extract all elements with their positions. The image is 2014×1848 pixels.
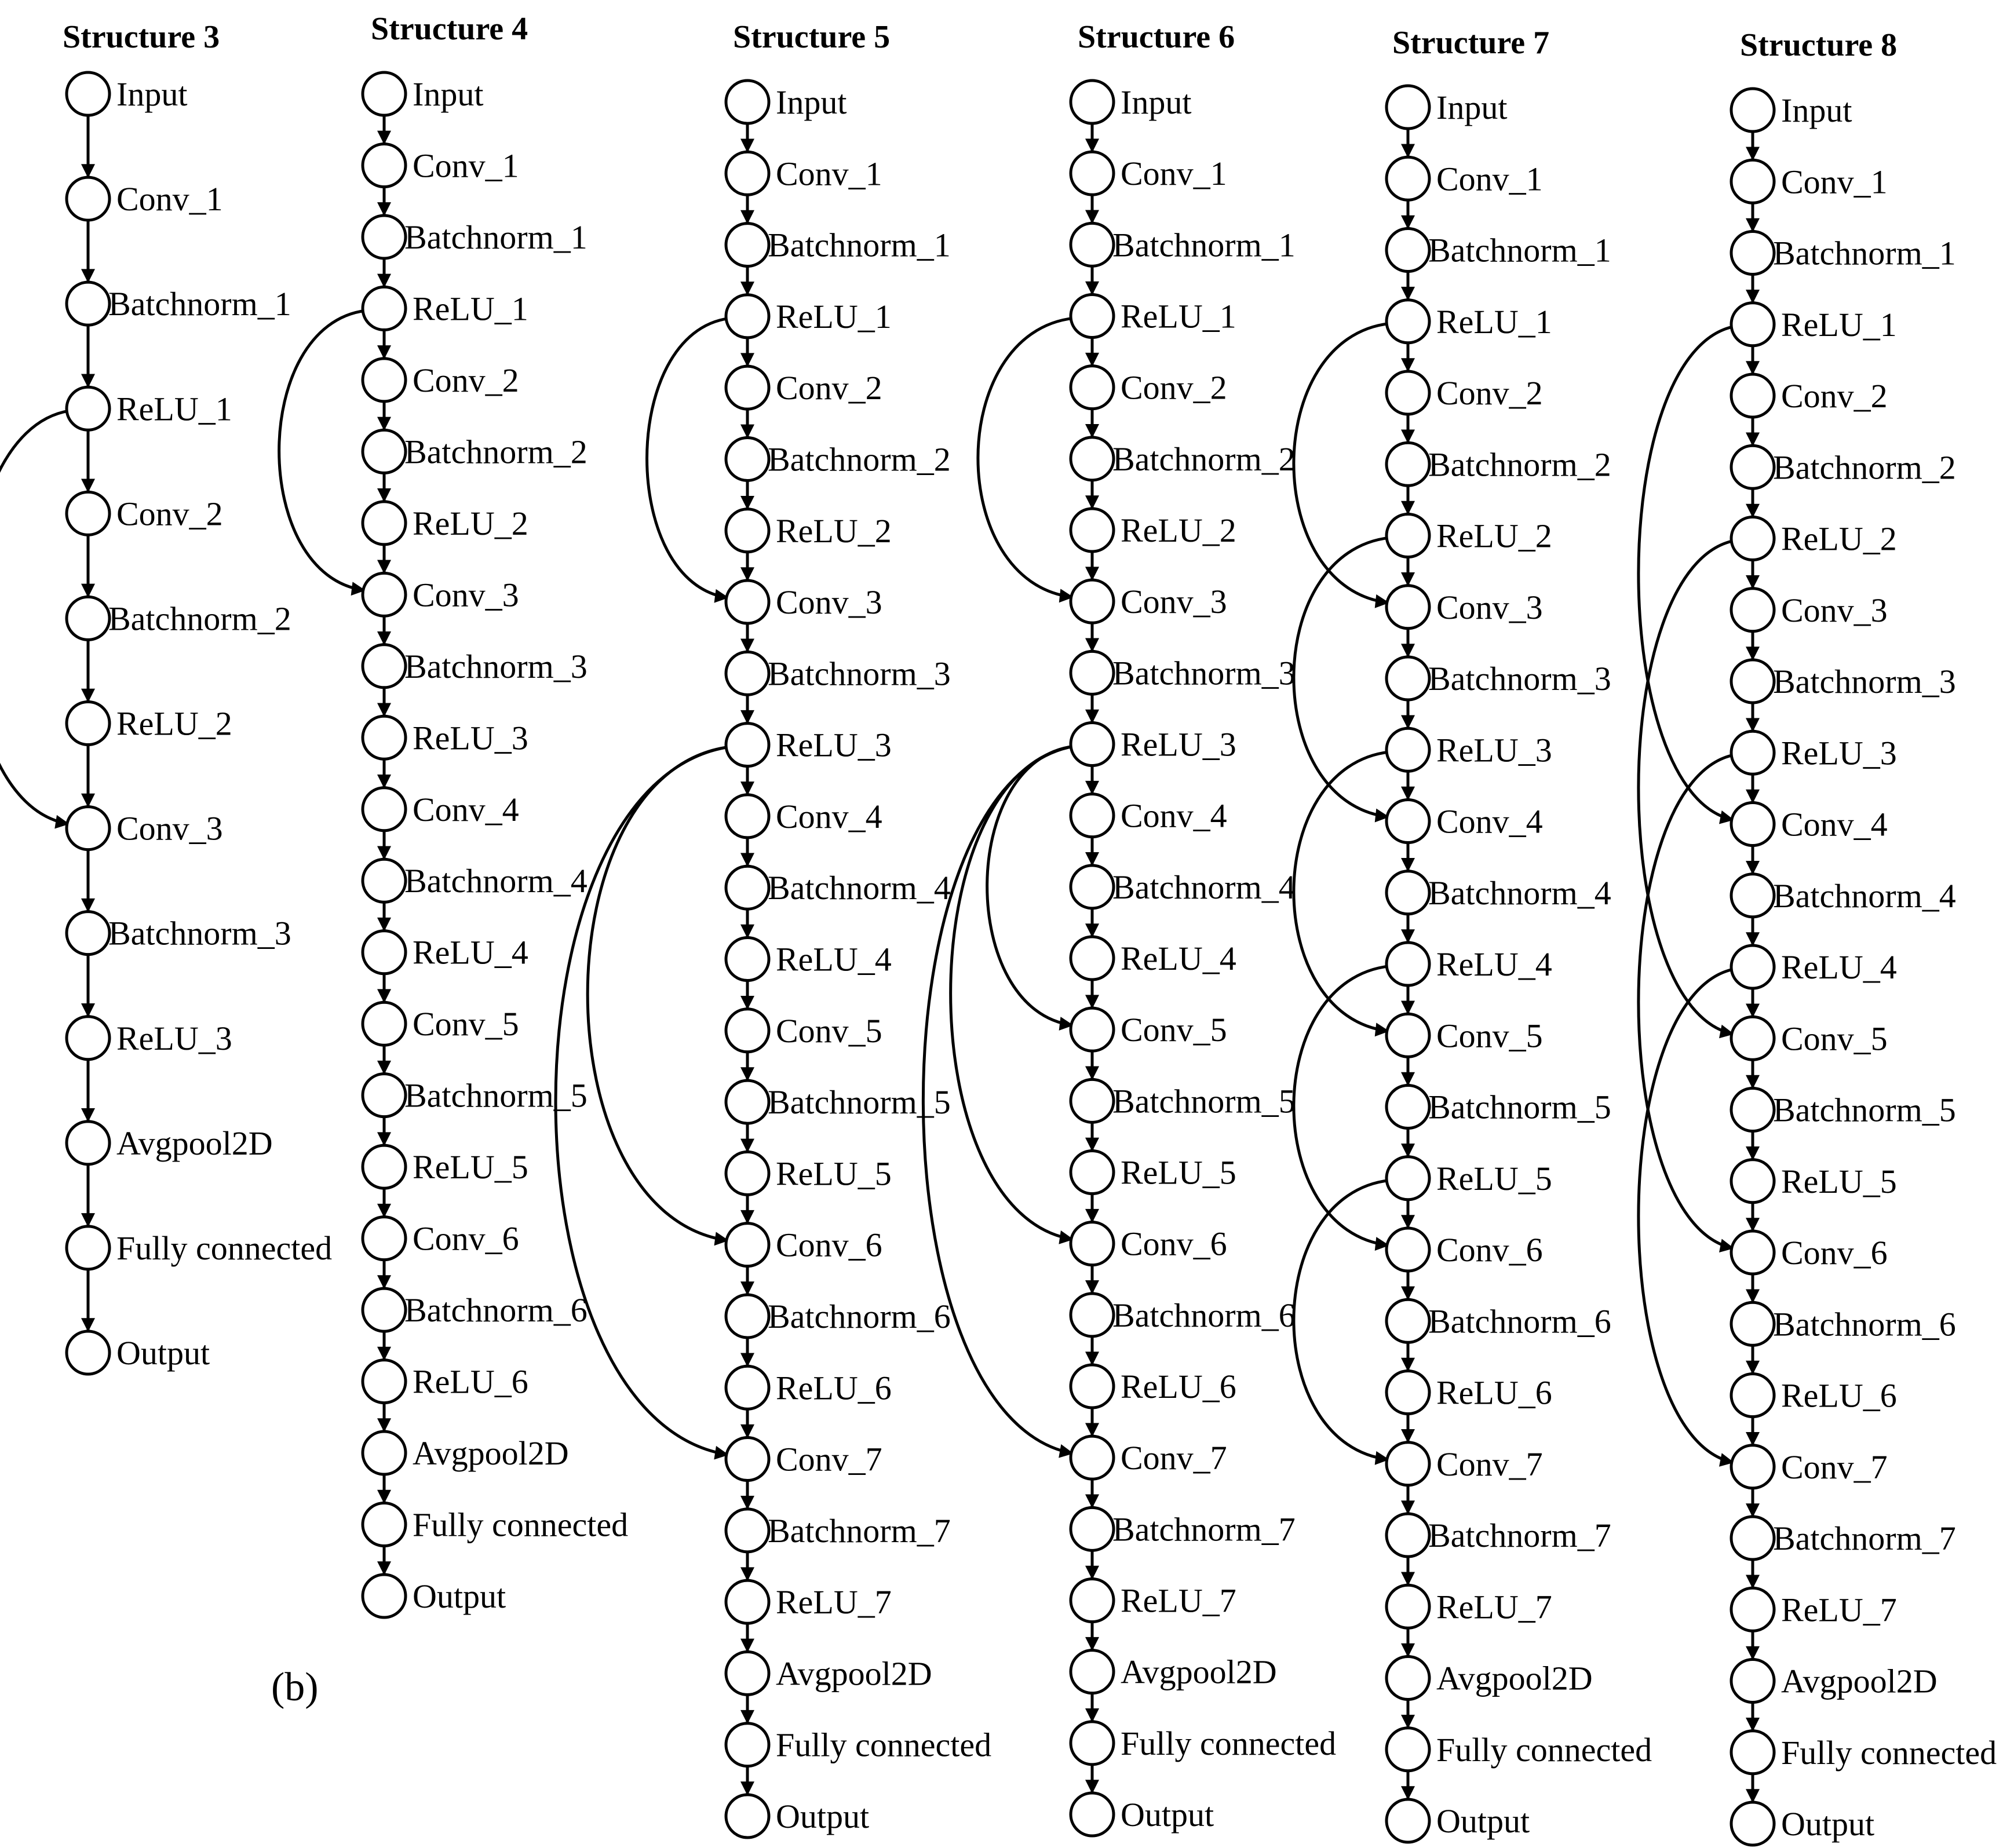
node-label: Batchnorm_3 [404, 647, 588, 685]
node-label: Conv_1 [1781, 163, 1888, 201]
node-label: Input [1121, 83, 1192, 121]
structure-6-diagram [923, 19, 1336, 1836]
node-label: Input [413, 75, 484, 113]
node-label: Conv_7 [776, 1440, 882, 1478]
node-circle [363, 359, 406, 401]
node-label: Batchnorm_2 [108, 600, 291, 638]
node-circle [1731, 1588, 1774, 1631]
node-circle [363, 1074, 406, 1117]
node-circle [363, 573, 406, 616]
node-label: Conv_1 [1436, 160, 1543, 198]
node-label: ReLU_5 [1121, 1153, 1236, 1192]
node-circle [1387, 1157, 1429, 1200]
node-circle [1731, 945, 1774, 988]
node-label: ReLU_2 [413, 504, 528, 542]
node-circle [1387, 229, 1429, 272]
node-label: ReLU_7 [776, 1583, 892, 1621]
node-circle [1387, 1799, 1429, 1842]
node-label: Conv_7 [1781, 1448, 1888, 1486]
node-circle [67, 597, 110, 640]
node-label: Conv_2 [776, 369, 882, 407]
node-label: Conv_3 [1781, 591, 1888, 629]
node-circle [363, 144, 406, 187]
node-circle [1071, 1436, 1114, 1479]
node-circle [1071, 509, 1114, 552]
node-circle [363, 1002, 406, 1045]
node-circle [1731, 89, 1774, 132]
node-label: Batchnorm_6 [1773, 1305, 1956, 1343]
node-label: Fully connected [413, 1506, 629, 1544]
node-label: Batchnorm_4 [1428, 874, 1611, 912]
structure-4-diagram [279, 11, 628, 1617]
node-circle [1731, 374, 1774, 417]
node-label: ReLU_1 [1436, 302, 1552, 341]
node-circle [1071, 1365, 1114, 1408]
skip-connection-edge [0, 411, 70, 824]
node-label: Batchnorm_2 [1112, 440, 1296, 478]
structure-title: Structure 4 [371, 11, 528, 47]
structure-7-diagram [1294, 25, 1652, 1842]
node-circle [67, 1331, 110, 1374]
node-circle [1731, 1302, 1774, 1345]
skip-connection-edge [978, 318, 1074, 597]
node-label: Batchnorm_5 [768, 1083, 951, 1122]
structures-layer [0, 11, 1997, 1845]
node-circle [363, 1360, 406, 1403]
node-label: Conv_4 [1436, 802, 1543, 841]
node-label: ReLU_2 [776, 512, 892, 550]
node-label: Conv_1 [413, 147, 519, 185]
node-circle [726, 1723, 769, 1766]
node-label: Conv_1 [776, 155, 882, 193]
node-circle [1387, 371, 1429, 414]
node-circle [1071, 1008, 1114, 1051]
node-circle [1071, 1650, 1114, 1693]
node-circle [67, 702, 110, 745]
node-circle [363, 1145, 406, 1188]
node-label: Batchnorm_6 [404, 1291, 588, 1330]
node-circle [1387, 1728, 1429, 1771]
node-circle [1731, 589, 1774, 631]
node-label: Conv_5 [776, 1011, 882, 1050]
node-label: Conv_2 [116, 495, 223, 533]
node-circle [1731, 1731, 1774, 1774]
node-circle [1387, 728, 1429, 771]
node-label: Input [1781, 92, 1852, 129]
node-label: Batchnorm_7 [768, 1511, 951, 1550]
skip-connection-edge [1294, 966, 1390, 1246]
node-label: Conv_5 [1436, 1017, 1543, 1055]
skip-connection-edge [588, 747, 729, 1240]
node-circle [1071, 1294, 1114, 1336]
node-circle [1071, 366, 1114, 409]
node-circle [1731, 303, 1774, 346]
node-label: Conv_1 [116, 180, 223, 218]
node-label: ReLU_4 [1436, 945, 1552, 983]
structure-5-diagram [556, 19, 991, 1838]
node-label: Batchnorm_1 [768, 226, 951, 264]
node-label: Batchnorm_2 [1428, 445, 1611, 484]
node-label: Batchnorm_2 [768, 440, 951, 479]
node-circle [726, 295, 769, 338]
node-label: Input [116, 75, 188, 113]
node-circle [1071, 937, 1114, 980]
node-circle [1731, 731, 1774, 774]
node-label: Output [1781, 1805, 1875, 1843]
node-circle [363, 1431, 406, 1474]
node-label: Avgpool2D [413, 1434, 569, 1473]
node-circle [1731, 803, 1774, 846]
node-circle [1387, 1299, 1429, 1342]
node-label: Fully connected [1121, 1724, 1337, 1762]
node-label: Output [116, 1334, 210, 1372]
panel-label: (b) [271, 1665, 319, 1710]
node-label: ReLU_3 [413, 719, 528, 757]
node-label: Conv_2 [413, 361, 519, 399]
node-circle [67, 387, 110, 430]
node-circle [1071, 1722, 1114, 1765]
node-label: Fully connected [776, 1726, 992, 1764]
node-label: Conv_3 [1436, 588, 1543, 626]
node-circle [1387, 1514, 1429, 1557]
node-circle [1387, 871, 1429, 914]
structure-3-diagram [0, 19, 332, 1374]
node-circle [1731, 1017, 1774, 1060]
skip-connection-edge [1294, 538, 1390, 817]
node-label: Fully connected [1781, 1733, 1997, 1772]
node-label: Fully connected [1436, 1730, 1652, 1769]
node-circle [726, 652, 769, 695]
node-circle [1731, 1445, 1774, 1488]
node-circle [363, 216, 406, 258]
node-circle [363, 931, 406, 974]
node-label: Conv_2 [1436, 374, 1543, 412]
node-circle [1071, 865, 1114, 908]
node-label: ReLU_2 [1121, 512, 1236, 549]
node-label: Avgpool2D [1121, 1653, 1277, 1691]
node-label: Conv_2 [1781, 377, 1888, 415]
node-circle [363, 1288, 406, 1331]
skip-connection-edge [951, 746, 1074, 1239]
node-label: ReLU_6 [1436, 1374, 1552, 1412]
node-label: Input [1436, 89, 1508, 126]
node-circle [363, 716, 406, 759]
node-label: ReLU_7 [1436, 1588, 1552, 1626]
node-circle [1731, 232, 1774, 275]
node-label: Conv_4 [413, 790, 519, 828]
node-circle [1387, 1657, 1429, 1700]
node-label: ReLU_3 [776, 726, 892, 764]
node-circle [726, 81, 769, 123]
node-circle [1071, 1579, 1114, 1622]
node-label: Output [776, 1798, 870, 1835]
node-label: Conv_6 [1121, 1225, 1227, 1263]
node-label: Conv_4 [1121, 797, 1227, 835]
node-circle [726, 1580, 769, 1623]
node-label: Conv_6 [1436, 1231, 1543, 1269]
node-label: Output [413, 1577, 506, 1615]
node-label: Batchnorm_7 [1428, 1517, 1611, 1554]
node-label: ReLU_5 [776, 1155, 892, 1193]
node-label: Avgpool2D [1781, 1662, 1938, 1700]
node-label: ReLU_6 [413, 1363, 528, 1401]
structure-title: Structure 6 [1078, 19, 1235, 55]
node-circle [67, 1122, 110, 1164]
skip-connection-edge [1639, 326, 1735, 820]
node-circle [1387, 943, 1429, 985]
node-label: Batchnorm_1 [1112, 226, 1296, 264]
node-circle [1071, 81, 1114, 123]
node-circle [726, 437, 769, 480]
node-circle [363, 645, 406, 688]
node-circle [1731, 1231, 1774, 1274]
node-circle [1731, 1802, 1774, 1845]
node-label: ReLU_1 [776, 297, 892, 335]
node-circle [363, 1503, 406, 1546]
node-circle [726, 152, 769, 195]
node-circle [1071, 651, 1114, 694]
node-label: ReLU_2 [116, 704, 232, 743]
node-label: Batchnorm_3 [108, 914, 291, 952]
node-label: Batchnorm_6 [1112, 1296, 1296, 1334]
node-label: ReLU_1 [1121, 297, 1236, 335]
node-circle [726, 366, 769, 409]
node-label: Batchnorm_7 [1112, 1510, 1296, 1548]
node-circle [67, 282, 110, 325]
node-label: Conv_7 [1121, 1439, 1227, 1477]
node-circle [363, 859, 406, 902]
node-label: Avgpool2D [1436, 1659, 1593, 1697]
node-circle [1387, 586, 1429, 629]
node-circle [726, 1652, 769, 1694]
node-circle [726, 224, 769, 266]
node-circle [1731, 874, 1774, 917]
skip-connection-edge [647, 319, 729, 598]
node-circle [1071, 580, 1114, 623]
node-circle [1387, 657, 1429, 700]
node-label: Conv_6 [1781, 1234, 1888, 1272]
node-label: Conv_3 [116, 809, 223, 848]
structure-title: Structure 8 [1740, 27, 1898, 63]
node-circle [1387, 86, 1429, 129]
node-label: Conv_1 [1121, 155, 1227, 193]
node-label: ReLU_2 [1436, 517, 1552, 555]
node-circle [726, 1509, 769, 1552]
node-label: ReLU_4 [1121, 940, 1236, 977]
node-circle [1387, 1014, 1429, 1057]
skip-connection-edge [987, 746, 1074, 1025]
node-circle [1731, 1374, 1774, 1417]
node-label: Conv_5 [413, 1005, 519, 1043]
node-label: ReLU_5 [1436, 1159, 1552, 1197]
node-label: ReLU_2 [1781, 520, 1897, 558]
node-label: ReLU_3 [1781, 734, 1897, 772]
node-label: ReLU_6 [776, 1369, 892, 1407]
structure-title: Structure 7 [1392, 25, 1550, 61]
node-label: Batchnorm_2 [1773, 448, 1956, 487]
node-label: Batchnorm_6 [768, 1297, 951, 1335]
node-label: Conv_4 [1781, 805, 1888, 843]
node-circle [1731, 1089, 1774, 1131]
node-circle [1071, 223, 1114, 266]
node-circle [363, 1217, 406, 1260]
node-circle [1387, 1585, 1429, 1628]
node-label: Batchnorm_3 [1112, 654, 1296, 692]
node-label: Conv_4 [776, 797, 882, 835]
node-circle [726, 1795, 769, 1838]
node-label: ReLU_3 [1121, 725, 1236, 764]
node-circle [1071, 1222, 1114, 1265]
node-circle [67, 177, 110, 220]
node-circle [726, 580, 769, 623]
node-label: Batchnorm_5 [1773, 1091, 1956, 1129]
node-label: Batchnorm_5 [1112, 1082, 1296, 1120]
node-label: Batchnorm_4 [1112, 868, 1296, 906]
node-circle [726, 1366, 769, 1409]
node-circle [67, 912, 110, 955]
node-circle [67, 807, 110, 850]
node-circle [1387, 1442, 1429, 1485]
node-circle [1731, 1517, 1774, 1560]
node-circle [67, 72, 110, 115]
node-circle [1071, 1793, 1114, 1836]
node-circle [726, 724, 769, 766]
node-label: Conv_5 [1121, 1011, 1227, 1049]
node-circle [1071, 723, 1114, 766]
node-label: Conv_5 [1781, 1020, 1888, 1058]
node-label: ReLU_1 [116, 390, 232, 428]
node-label: Input [776, 83, 847, 121]
node-circle [1071, 794, 1114, 837]
node-circle [67, 1017, 110, 1060]
node-circle [1387, 514, 1429, 557]
node-circle [726, 1224, 769, 1266]
node-label: Batchnorm_3 [768, 655, 951, 693]
node-circle [363, 502, 406, 545]
node-circle [1731, 1660, 1774, 1703]
node-label: Batchnorm_2 [404, 433, 588, 471]
node-circle [726, 509, 769, 552]
node-circle [1387, 157, 1429, 200]
node-circle [726, 1438, 769, 1481]
node-label: Fully connected [116, 1229, 333, 1267]
structure-title: Structure 5 [733, 19, 891, 55]
node-circle [1387, 300, 1429, 343]
node-label: Avgpool2D [116, 1124, 273, 1162]
node-label: Batchnorm_4 [1773, 876, 1956, 915]
structure-title: Structure 3 [63, 19, 220, 55]
node-label: Batchnorm_4 [404, 862, 588, 900]
node-label: ReLU_1 [1781, 305, 1897, 344]
node-circle [726, 1152, 769, 1195]
node-label: ReLU_3 [116, 1019, 232, 1057]
node-label: Batchnorm_1 [1773, 234, 1956, 272]
node-label: Batchnorm_1 [1428, 231, 1611, 269]
node-label: Conv_7 [1436, 1445, 1543, 1483]
node-label: Batchnorm_1 [108, 285, 291, 323]
structure-8-diagram [1639, 27, 1997, 1845]
node-circle [1387, 443, 1429, 485]
node-circle [1731, 160, 1774, 203]
node-circle [1071, 1507, 1114, 1550]
node-circle [1731, 1160, 1774, 1203]
node-circle [1731, 445, 1774, 488]
node-circle [1387, 1086, 1429, 1128]
node-label: Output [1121, 1796, 1214, 1834]
node-circle [363, 1575, 406, 1617]
skip-connection-edge [1294, 1180, 1390, 1459]
node-label: ReLU_1 [413, 290, 528, 328]
node-circle [726, 866, 769, 909]
node-label: Conv_3 [776, 583, 882, 622]
node-label: Conv_6 [776, 1226, 882, 1264]
node-circle [726, 1295, 769, 1338]
node-circle [726, 1009, 769, 1052]
skip-connection-edge [279, 311, 366, 590]
node-label: ReLU_6 [1121, 1368, 1236, 1405]
node-circle [363, 430, 406, 473]
node-label: Avgpool2D [776, 1655, 932, 1693]
node-circle [363, 287, 406, 330]
node-label: Batchnorm_4 [768, 869, 951, 907]
node-circle [1071, 295, 1114, 338]
node-label: ReLU_4 [1781, 948, 1897, 986]
node-circle [1071, 437, 1114, 480]
node-circle [726, 795, 769, 838]
node-label: ReLU_5 [1781, 1162, 1897, 1200]
node-label: ReLU_4 [413, 933, 528, 972]
node-label: Batchnorm_6 [1428, 1302, 1611, 1341]
node-label: ReLU_5 [413, 1148, 528, 1186]
node-label: Conv_6 [413, 1219, 519, 1258]
node-circle [67, 492, 110, 535]
node-circle [1071, 1079, 1114, 1122]
node-label: Batchnorm_3 [1428, 660, 1611, 697]
node-label: ReLU_4 [776, 940, 892, 978]
node-label: Batchnorm_3 [1773, 663, 1956, 700]
node-label: Batchnorm_5 [404, 1076, 588, 1115]
node-label: Conv_2 [1121, 368, 1227, 407]
node-label: ReLU_3 [1436, 731, 1552, 769]
node-circle [726, 1080, 769, 1123]
node-label: Batchnorm_5 [1428, 1088, 1611, 1126]
node-label: ReLU_6 [1781, 1376, 1897, 1415]
node-circle [1387, 1371, 1429, 1414]
node-circle [67, 1226, 110, 1269]
node-circle [363, 72, 406, 115]
node-circle [1387, 1228, 1429, 1271]
node-label: ReLU_7 [1781, 1591, 1897, 1629]
skip-connection-edge [1294, 323, 1390, 602]
node-circle [1071, 1151, 1114, 1194]
node-label: ReLU_7 [1121, 1582, 1236, 1620]
node-label: Batchnorm_7 [1773, 1520, 1956, 1557]
node-label: Output [1436, 1802, 1530, 1840]
node-circle [1731, 660, 1774, 703]
node-label: Conv_3 [413, 576, 519, 614]
node-label: Conv_3 [1121, 583, 1227, 621]
skip-connection-edge [1294, 752, 1390, 1031]
node-circle [1071, 152, 1114, 195]
node-circle [363, 788, 406, 831]
node-circle [1387, 800, 1429, 843]
node-circle [1731, 517, 1774, 560]
node-circle [726, 938, 769, 981]
node-label: Batchnorm_1 [404, 218, 588, 256]
